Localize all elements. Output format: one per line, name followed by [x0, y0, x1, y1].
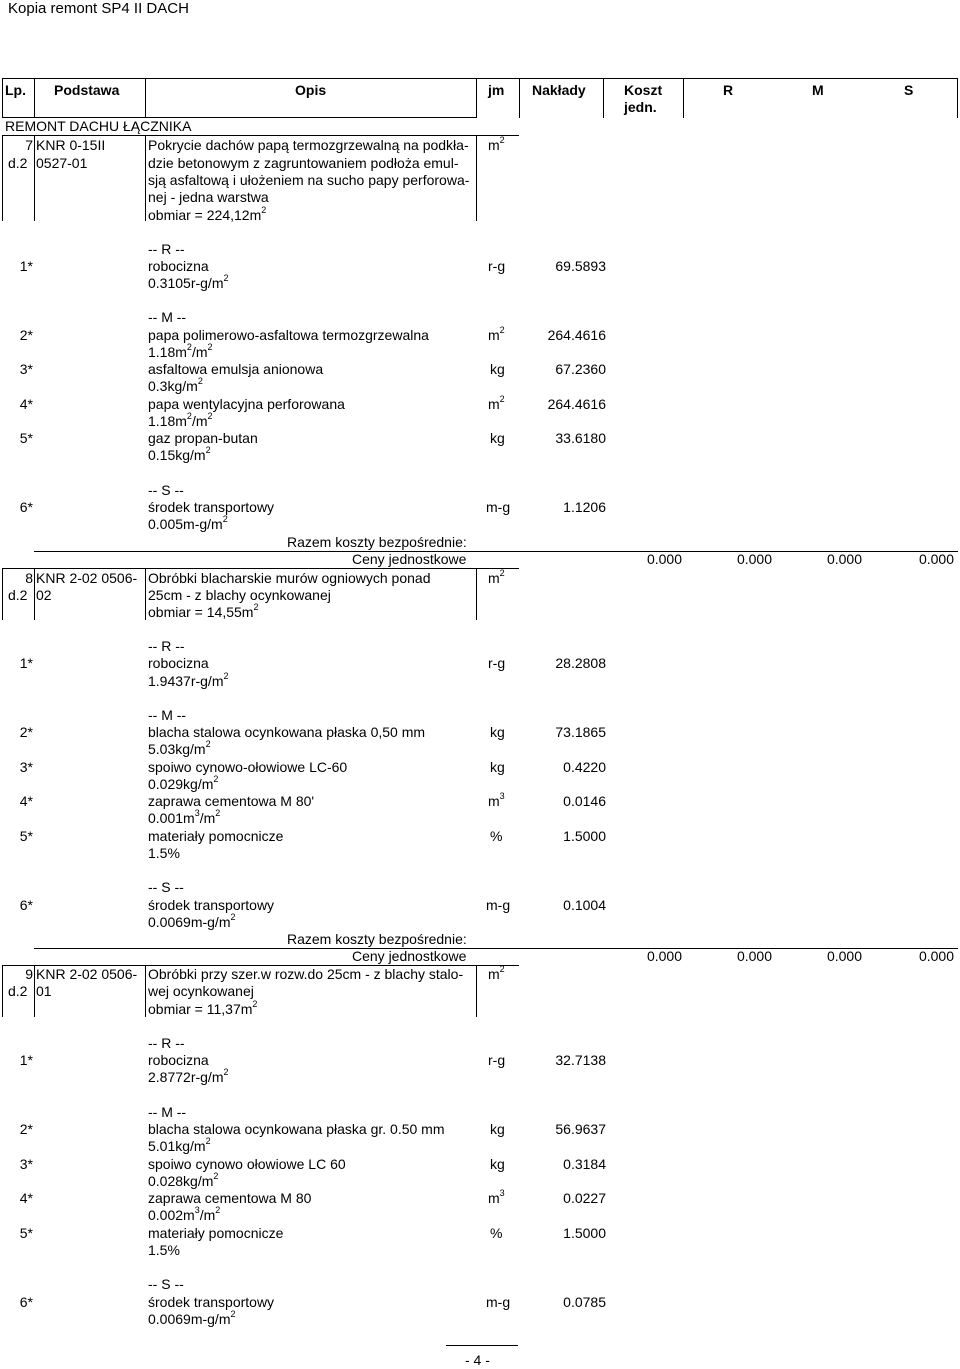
row-lp: 4* — [19, 793, 33, 809]
m-heading: -- M -- — [148, 707, 187, 723]
row-value: 73.1865 — [555, 724, 606, 740]
row-lp: 6* — [19, 1294, 33, 1310]
row-value: 32.7138 — [555, 1052, 606, 1068]
row-lp: 2* — [19, 724, 33, 740]
item-desc: Obróbki przy szer.w rozw.do 25cm - z blachy stalo- — [148, 966, 464, 982]
header-lp: Lp. — [5, 82, 26, 98]
row-value: 1.5000 — [563, 828, 606, 844]
row-norm: $1.18m^2/m^2$ — [148, 411, 213, 429]
item-desc: 25cm - z blachy ocynkowanej — [148, 587, 331, 603]
item-basis: 0527-01 — [36, 155, 88, 171]
row-unit: r-g — [488, 655, 506, 671]
row-norm: $0.005m-g/m^2$ — [148, 514, 228, 532]
row-unit: r-g — [488, 258, 506, 274]
row-norm: $0.3kg/m^2$ — [148, 376, 203, 394]
row-unit: kg — [490, 724, 505, 740]
row-name: środek transportowy — [148, 499, 275, 515]
row-lp: 3* — [19, 361, 33, 377]
row-norm: $0.0069m-g/m^2$ — [148, 912, 236, 930]
col-border-jm — [519, 78, 520, 118]
row-unit: m-g — [486, 897, 511, 913]
row-lp: 5* — [19, 1225, 33, 1241]
item-basis: 02 — [36, 587, 52, 603]
row-value: 0.1004 — [563, 897, 606, 913]
s-heading: -- S -- — [148, 482, 184, 498]
s-heading: -- S -- — [148, 879, 184, 895]
row-name: środek transportowy — [148, 1294, 275, 1310]
row-norm: $0.001m^3/m^2$ — [148, 808, 221, 826]
row-lp: 2* — [19, 1121, 33, 1137]
header-koszt: Koszt — [624, 82, 663, 98]
item-unit: $m^2$ — [488, 135, 505, 153]
row-name: materiały pomocnicze — [148, 828, 284, 844]
row-value: 56.9637 — [555, 1121, 606, 1137]
row-name: materiały pomocnicze — [148, 1225, 284, 1241]
row-lp: 2* — [19, 327, 33, 343]
row-value: 67.2360 — [555, 361, 606, 377]
header-opis: Opis — [295, 82, 327, 98]
row-norm: $5.01kg/m^2$ — [148, 1136, 211, 1154]
total-koszt: 0.000 — [646, 551, 682, 567]
header-jm: jm — [488, 82, 505, 98]
r-heading: -- R -- — [148, 241, 185, 257]
row-lp: 4* — [19, 396, 33, 412]
row-name: środek transportowy — [148, 897, 275, 913]
row-lp: 1* — [19, 258, 33, 274]
row-norm: $0.15kg/m^2$ — [148, 445, 211, 463]
header-koszt-jedn: jedn. — [624, 99, 657, 115]
page-footer-line — [446, 1345, 518, 1346]
header-podstawa: Podstawa — [54, 82, 120, 98]
row-unit: % — [490, 828, 503, 844]
row-unit: kg — [490, 430, 505, 446]
col-border-koszt — [683, 78, 684, 118]
row-unit: m-g — [486, 499, 511, 515]
item-number: 9 — [25, 966, 33, 982]
item-basis: 01 — [36, 983, 52, 999]
row-name: robocizna — [148, 1052, 209, 1068]
item-border — [34, 965, 35, 1017]
row-norm: $0.002m^3/m^2$ — [148, 1205, 221, 1223]
r-heading: -- R -- — [148, 638, 185, 654]
total-s: 0.000 — [918, 948, 954, 964]
col-border-podstawa — [145, 78, 146, 118]
header-r: R — [723, 82, 734, 98]
col-border-opis — [476, 78, 477, 118]
row-lp: 6* — [19, 499, 33, 515]
row-name: zaprawa cementowa M 80' — [148, 793, 315, 809]
row-value: 0.3184 — [563, 1156, 606, 1172]
m-heading: -- M -- — [148, 309, 187, 325]
row-norm: $0.029kg/m^2$ — [148, 774, 219, 792]
item-desc: Obróbki blacharskie murów ogniowych ponad — [148, 570, 431, 586]
row-norm: 1.5% — [148, 1242, 180, 1258]
col-border-left — [2, 78, 3, 118]
row-norm: $1.9437r-g/m^2$ — [148, 671, 229, 689]
r-heading: -- R -- — [148, 1035, 185, 1051]
row-value: 0.4220 — [563, 759, 606, 775]
row-norm: $0.3105r-g/m^2$ — [148, 273, 229, 291]
row-norm: $0.028kg/m^2$ — [148, 1171, 219, 1189]
item-basis: KNR 0-15II — [36, 137, 106, 153]
row-name: papa polimerowo-asfaltowa termozgrzewalna — [148, 327, 429, 343]
razem-label: Razem koszty bezpośrednie: — [287, 931, 467, 947]
row-value: 33.6180 — [555, 430, 606, 446]
total-koszt: 0.000 — [646, 948, 682, 964]
item-desc: wej ocynkowanej — [148, 983, 254, 999]
row-name: papa wentylacyjna perforowana — [148, 396, 345, 412]
item-obmiar: obmiar = $14,55m^2$ — [148, 602, 259, 620]
item-basis: KNR 2-02 0506- — [36, 570, 138, 586]
total-s: 0.000 — [918, 551, 954, 567]
col-border-right — [957, 78, 958, 118]
item-border — [2, 135, 519, 136]
row-unit: $m^2$ — [488, 325, 505, 343]
row-value: 0.0785 — [563, 1294, 606, 1310]
row-name: spoiwo cynowo ołowiowe LC 60 — [148, 1156, 346, 1172]
item-unit: $m^2$ — [488, 568, 505, 586]
header-naklady: Nakłady — [532, 82, 586, 98]
row-name: spoiwo cynowo-ołowiowe LC-60 — [148, 759, 348, 775]
row-norm: $5.03kg/m^2$ — [148, 739, 211, 757]
item-number-suffix: d.2 — [8, 155, 28, 171]
s-heading: -- S -- — [148, 1276, 184, 1292]
row-value: 28.2808 — [555, 655, 606, 671]
row-lp: 5* — [19, 828, 33, 844]
row-norm: 1.5% — [148, 845, 180, 861]
row-value: 264.4616 — [547, 396, 606, 412]
total-m: 0.000 — [826, 551, 862, 567]
item-border — [145, 568, 146, 620]
section-title: REMONT DACHU ŁĄCZNIKA — [5, 118, 192, 134]
row-unit: kg — [490, 1156, 505, 1172]
item-number-suffix: d.2 — [8, 983, 28, 999]
row-lp: 3* — [19, 1156, 33, 1172]
total-m: 0.000 — [826, 948, 862, 964]
col-border-naklady — [603, 78, 604, 118]
header-m: M — [812, 82, 824, 98]
row-unit: kg — [490, 361, 505, 377]
row-name: blacha stalowa ocynkowana płaska 0,50 mm — [148, 724, 426, 740]
item-border — [34, 568, 35, 620]
item-border — [476, 135, 477, 221]
col-border-lp — [34, 78, 35, 118]
row-unit: $m^3$ — [488, 791, 505, 809]
item-number: 8 — [25, 570, 33, 586]
row-value: 69.5893 — [555, 258, 606, 274]
page-number: - 4 - — [465, 1352, 490, 1368]
item-number-suffix: d.2 — [8, 587, 28, 603]
item-border — [145, 965, 146, 1017]
row-unit: $m^2$ — [488, 394, 505, 412]
item-obmiar: obmiar = $224,12m^2$ — [148, 205, 267, 223]
item-number: 7 — [25, 137, 33, 153]
row-unit: % — [490, 1225, 503, 1241]
row-value: 1.1206 — [563, 499, 606, 515]
item-obmiar: obmiar = $11,37m^2$ — [148, 999, 258, 1017]
row-norm: $2.8772r-g/m^2$ — [148, 1067, 229, 1085]
row-unit: kg — [490, 1121, 505, 1137]
m-heading: -- M -- — [148, 1104, 187, 1120]
row-name: robocizna — [148, 258, 209, 274]
item-desc: dzie betonowym z zagruntowaniem podłoża emul- — [148, 155, 459, 171]
row-unit: r-g — [488, 1052, 506, 1068]
ceny-label: Ceny jednostkowe — [352, 948, 467, 964]
row-lp: 1* — [19, 1052, 33, 1068]
row-value: 0.0146 — [563, 793, 606, 809]
row-norm: $0.0069m-g/m^2$ — [148, 1309, 236, 1327]
item-border — [34, 135, 35, 221]
row-lp: 6* — [19, 897, 33, 913]
header-s: S — [904, 82, 914, 98]
item-desc: sją asfaltową i ułożeniem na sucho papy perforowa- — [148, 172, 470, 188]
row-value: 1.5000 — [563, 1225, 606, 1241]
item-border — [2, 568, 519, 569]
razem-label: Razem koszty bezpośrednie: — [287, 534, 467, 550]
row-unit: $m^3$ — [488, 1188, 505, 1206]
item-desc: nej - jedna warstwa — [148, 189, 269, 205]
row-value: 264.4616 — [547, 327, 606, 343]
row-name: blacha stalowa ocynkowana płaska gr. 0.50 mm — [148, 1121, 445, 1137]
document-title: Kopia remont SP4 II DACH — [8, 0, 189, 17]
row-name: gaz propan-butan — [148, 430, 258, 446]
total-r: 0.000 — [736, 948, 772, 964]
ceny-label: Ceny jednostkowe — [352, 551, 467, 567]
row-unit: kg — [490, 759, 505, 775]
row-value: 0.0227 — [563, 1190, 606, 1206]
item-border — [476, 965, 477, 1017]
item-basis: KNR 2-02 0506- — [36, 966, 138, 982]
row-name: zaprawa cementowa M 80 — [148, 1190, 312, 1206]
row-norm: $1.18m^2/m^2$ — [148, 342, 213, 360]
total-r: 0.000 — [736, 551, 772, 567]
item-unit: $m^2$ — [488, 964, 505, 982]
row-name: robocizna — [148, 655, 209, 671]
item-desc: Pokrycie dachów papą termozgrzewalną na podkła- — [148, 137, 469, 153]
row-lp: 3* — [19, 759, 33, 775]
row-unit: m-g — [486, 1294, 511, 1310]
item-border — [476, 568, 477, 620]
row-lp: 5* — [19, 430, 33, 446]
item-border — [145, 135, 146, 221]
row-name: asfaltowa emulsja anionowa — [148, 361, 324, 377]
row-lp: 4* — [19, 1190, 33, 1206]
row-lp: 1* — [19, 655, 33, 671]
